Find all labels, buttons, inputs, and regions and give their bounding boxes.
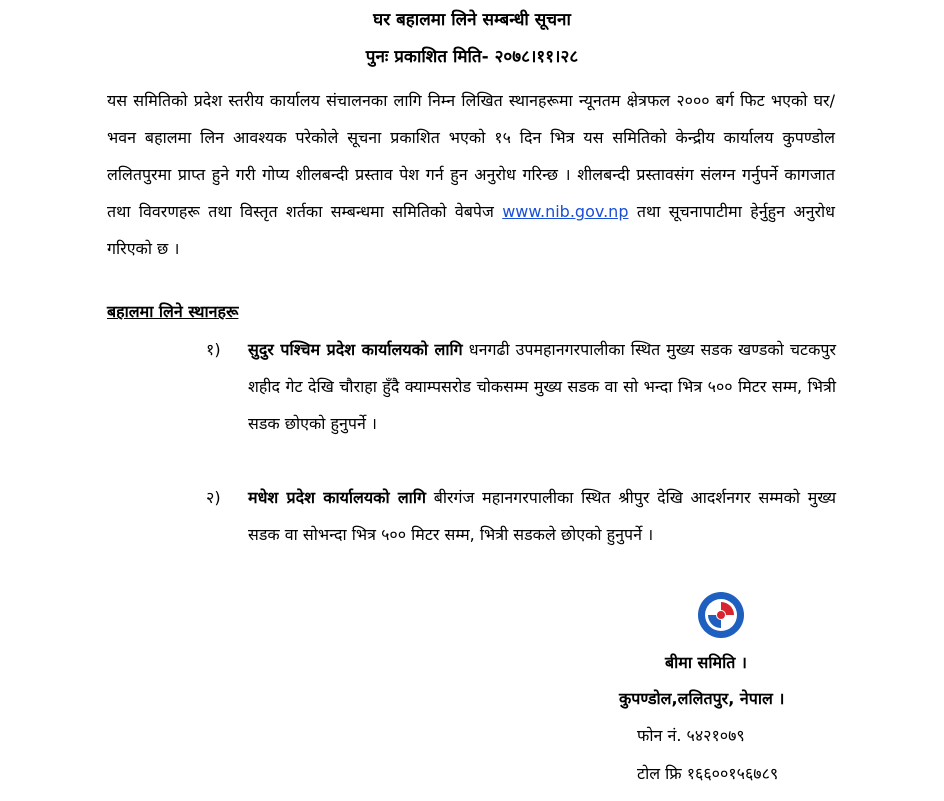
location-content (248, 331, 836, 442)
phone-number: फोन नं. ५४२१०७९ (637, 726, 745, 745)
locations-heading: बहालमा लिने स्थानहरू (107, 302, 239, 321)
location-number: १) (206, 340, 221, 359)
location-text: धनगढी उपमहानगरपालीका स्थित मुख्य सडक खण्डको चटकपुर शहीद गेट देखि चौराहा हुँदै क्याम्पसरोड चोकसम्म मुख्य सडक वा सो भन्दा भित्र ५०० मिटर सम्म, भित्री सडक छोएको हुनुपर्ने । (248, 340, 836, 433)
location-number: २) (206, 488, 221, 507)
organization-name: बीमा समिति । (665, 653, 747, 672)
location-lead: मधेश प्रदेश कार्यालयको लागि (248, 488, 426, 507)
location-content (248, 479, 836, 553)
website-link[interactable]: www.nib.gov.np (502, 202, 629, 221)
republished-date: पुनः प्रकाशित मिति- २०७८।११।२८ (365, 47, 579, 67)
location-text: बीरगंज महानगरपालीका स्थित श्रीपुर देखि आदर्शनगर सम्मको मुख्य सडक वा सोभन्दा भित्र ५०० मिटर सम्म, भित्री सडकले छोएको हुनुपर्ने । (248, 488, 836, 544)
location-item (206, 479, 836, 553)
intro-text: यस समितिको प्रदेश स्तरीय कार्यालय संचालनका लागि निम्न लिखित स्थानहरूमा न्यूनतम क्षेत्रफल २००० बर्ग फिट भएको घर/ भवन बहालमा लिन आवश्यक परेकोले सूचना प्रकाशित भएको १५ दिन भित्र यस समितिको केन्द्रीय कार्यालय कुपण्डोल ललितपुरमा प्राप्त हुने गरी गोप्य शीलबन्दी प्रस्ताव पेश गर्न हुन अनुरोध गरिन्छ । शीलबन्दी प्रस्तावसंग संलग्न गर्नुपर्ने कागजात तथा विवरणहरू तथा विस्तृत शर्तका सम्बन्धमा समितिको वेबपेज (107, 91, 835, 221)
location-lead: सुदुर पश्चिम प्रदेश कार्यालयको लागि (248, 340, 463, 359)
toll-free-number: टोल फ्रि १६६००१५६७८९ (637, 764, 779, 783)
location-item (206, 331, 836, 442)
intro-paragraph (107, 82, 835, 267)
nib-logo-icon (696, 590, 746, 640)
notice-title: घर बहालमा लिने सम्बन्धी सूचना (373, 10, 571, 30)
organization-address: कुपण्डोल,ललितपुर, नेपाल । (619, 689, 785, 708)
intro-closing: तथा सूचनापाटीमा हेर्नुहुन अनुरोध गरिएको छ । (107, 202, 835, 258)
